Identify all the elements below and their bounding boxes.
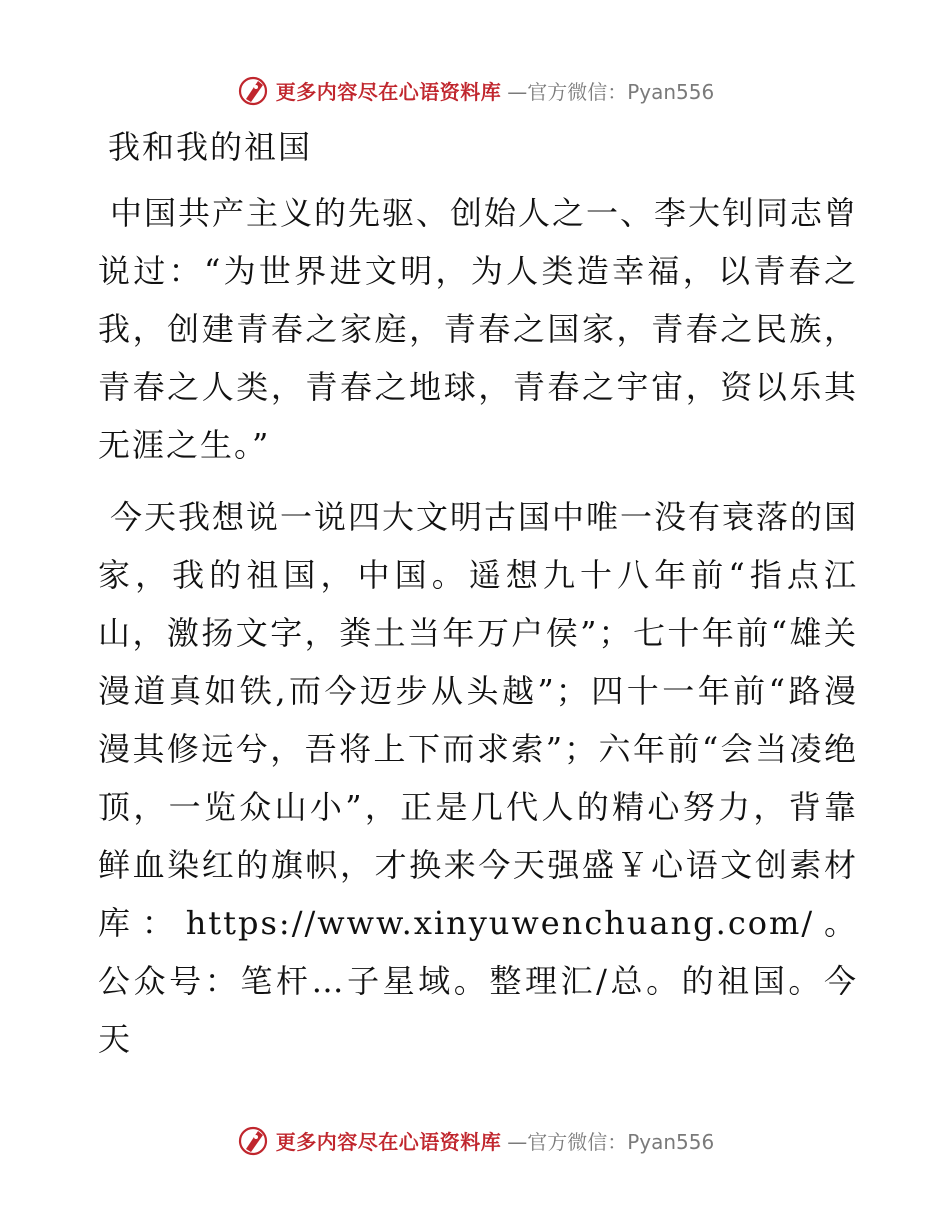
pen-nib-logo-icon (236, 73, 270, 107)
document-title: 我和我的祖国 (108, 128, 313, 166)
pen-nib-logo-icon (236, 1123, 270, 1157)
document-body (98, 120, 858, 1082)
header-banner (0, 70, 950, 110)
paragraph-1: 中国共产主义的先驱、创始人之一、李大钊同志曾说过：“为世界进文明，为人类造幸福，以青春之我，创建青春之家庭，青春之国家，青春之民族，青春之人类，青春之地球，青春之宇宙，资以乐其无涯之生。” (98, 194, 859, 464)
header-banner-wechat: —官方微信：Pyan556 (507, 79, 715, 104)
footer-banner-wechat: —官方微信：Pyan556 (507, 1129, 715, 1154)
footer-banner (0, 1120, 950, 1160)
footer-banner-title: 更多内容尽在心语资料库 (275, 1129, 502, 1154)
paragraph-2: 今天我想说一说四大文明古国中唯一没有衰落的国家，我的祖国，中国。遥想九十八年前“指点江山，激扬文字，粪土当年万户侯”；七十年前“雄关漫道真如铁,而今迈步从头越”；四十一年前“路漫漫其修远兮，吾将上下而求索”；六年前“会当凌绝顶，一览众山小”，正是几代人的精心努力，背靠鲜血染红的旗帜，才换来今天强盛￥心语文创素材库：https://www.xinyuwenchuang.com/。公众号：笔杆…子星域。整理汇/总。的祖国。今天 (98, 498, 859, 1058)
header-banner-title: 更多内容尽在心语资料库 (275, 79, 502, 104)
